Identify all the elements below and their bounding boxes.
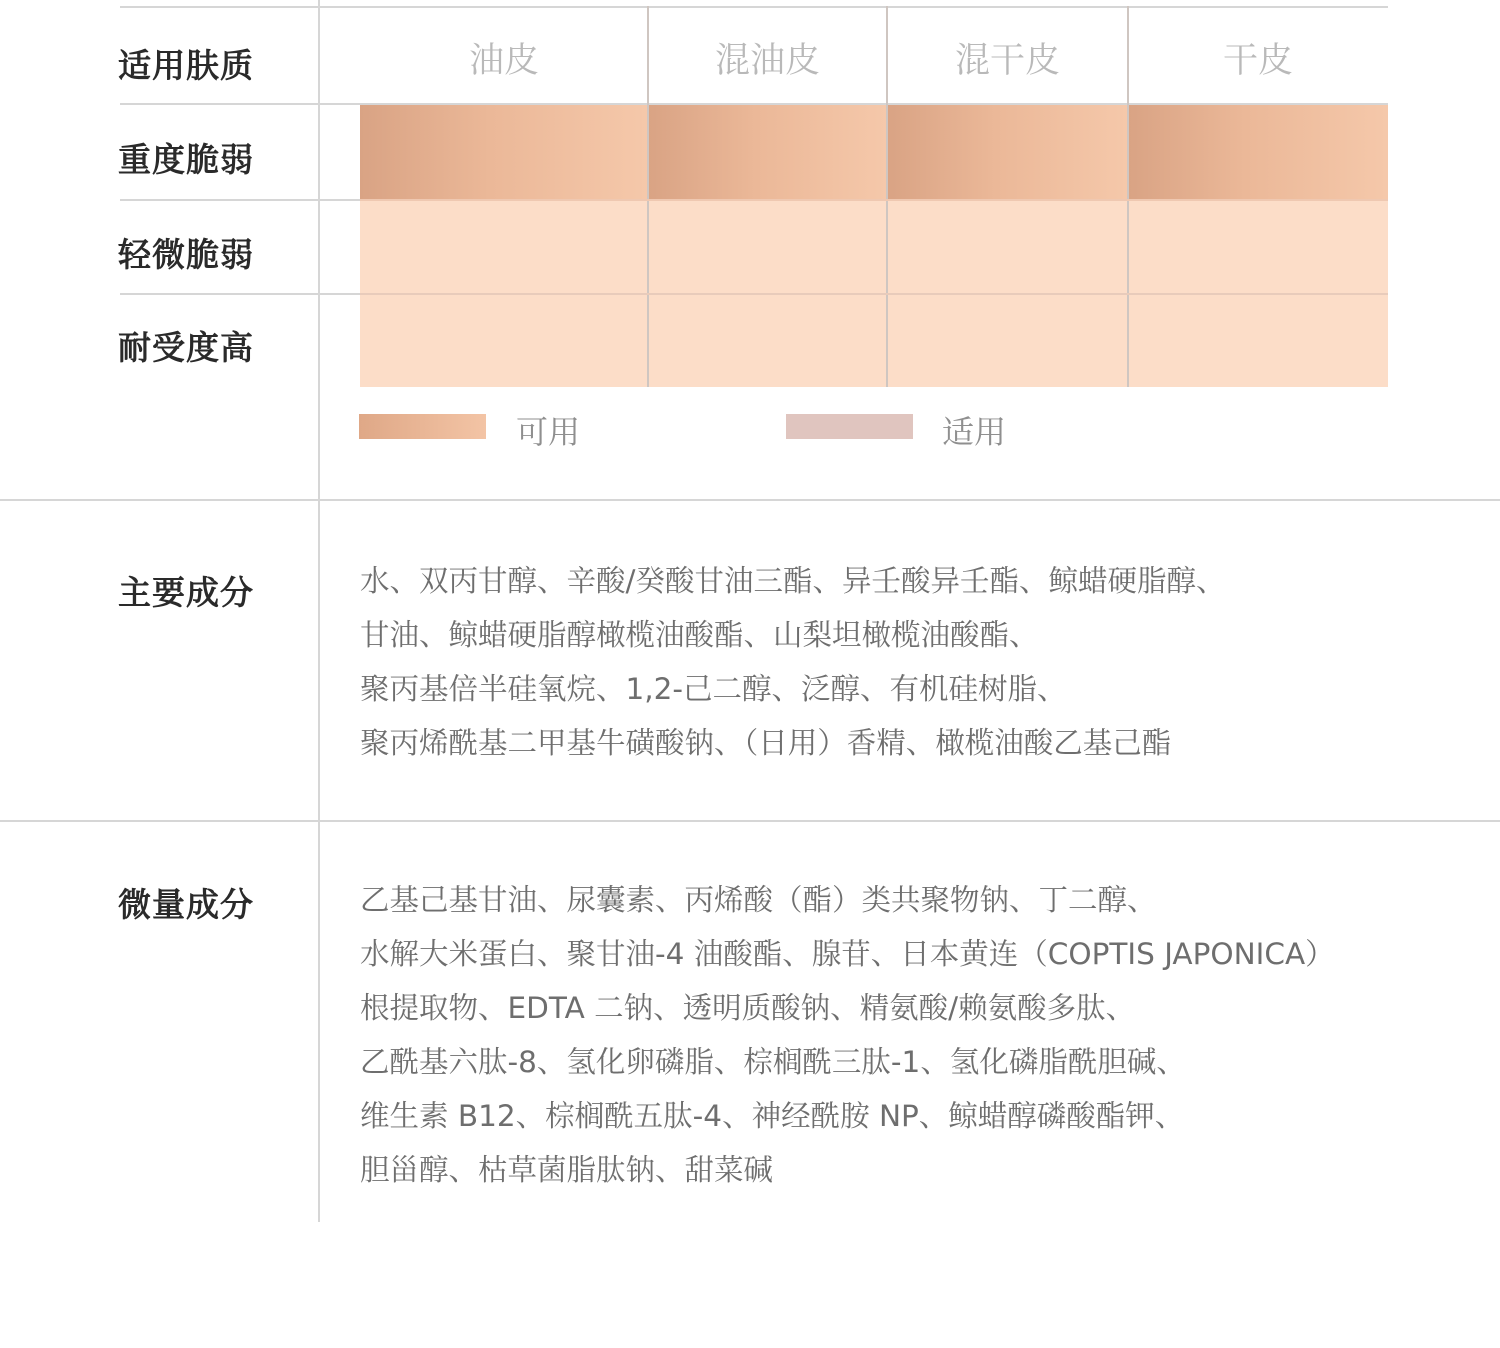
cell-severe-combination-dry [887, 105, 1128, 199]
column-divider [886, 6, 888, 387]
cell-severe-dry [1128, 105, 1388, 199]
cell-mild-dry [1128, 201, 1388, 293]
table-top-rule [120, 6, 1388, 8]
cell-row-rule [360, 199, 1388, 201]
column-header-oily: 油皮 [468, 41, 539, 81]
column-header-dry: 干皮 [1222, 41, 1293, 81]
label-column-divider [318, 0, 320, 1222]
cell-mild-oily [360, 201, 648, 293]
legend-label-usable: 可用 [516, 413, 581, 451]
column-header-combination-dry: 混干皮 [954, 41, 1060, 81]
trace-ingredients-line: 维生素 B12、棕榈酰五肽-4、神经酰胺 NP、鲸蜡醇磷酸酯钾、 [360, 1099, 1185, 1133]
legend-label-suitable: 适用 [942, 413, 1007, 451]
section-divider [0, 499, 1500, 501]
cell-severe-oily [360, 105, 648, 199]
row-label-mild-sensitive: 轻微脆弱 [118, 235, 254, 274]
table-header-label: 适用肤质 [118, 46, 254, 85]
main-ingredients-line: 聚丙基倍半硅氧烷、1,2-己二醇、泛醇、有机硅树脂、 [360, 672, 1067, 706]
cell-mild-combination-dry [887, 201, 1128, 293]
main-ingredients-list [360, 554, 1490, 770]
trace-ingredients-line: 乙基己基甘油、尿囊素、丙烯酸（酯）类共聚物钠、丁二醇、 [360, 883, 1157, 917]
trace-ingredients-line: 乙酰基六肽-8、氢化卵磷脂、棕榈酰三肽-1、氢化磷脂酰胆碱、 [360, 1045, 1186, 1079]
cell-tolerant-dry [1128, 295, 1388, 387]
column-divider [647, 6, 649, 387]
cell-tolerant-combination-dry [887, 295, 1128, 387]
main-ingredients-line: 水、双丙甘醇、辛酸/癸酸甘油三酯、异壬酸异壬酯、鲸蜡硬脂醇、 [360, 564, 1226, 598]
main-ingredients-line: 甘油、鲸蜡硬脂醇橄榄油酸酯、山梨坦橄榄油酸酯、 [360, 618, 1039, 652]
main-ingredients-line: 聚丙烯酰基二甲基牛磺酸钠、（日用）香精、橄榄油酸乙基己酯 [360, 726, 1172, 760]
column-header-combination-oily: 混油皮 [714, 41, 820, 81]
row-label-high-tolerance: 耐受度高 [118, 328, 254, 367]
trace-ingredients-line: 根提取物、EDTA 二钠、透明质酸钠、精氨酸/赖氨酸多肽、 [360, 991, 1136, 1025]
trace-ingredients-line: 胆甾醇、枯草菌脂肽钠、甜菜碱 [360, 1153, 774, 1187]
trace-ingredients-title: 微量成分 [118, 885, 254, 924]
column-divider [1127, 6, 1129, 387]
legend-swatch-usable [359, 414, 486, 439]
cell-row-rule [360, 293, 1388, 295]
legend-swatch-suitable [786, 414, 913, 439]
trace-ingredients-line: 水解大米蛋白、聚甘油-4 油酸酯、腺苷、日本黄连（COPTIS JAPONICA） [360, 937, 1335, 971]
trace-ingredients-list [360, 873, 1490, 1197]
cell-tolerant-combination-oily [648, 295, 887, 387]
section-divider [0, 820, 1500, 822]
cell-tolerant-oily [360, 295, 648, 387]
row-label-severe-sensitive: 重度脆弱 [118, 140, 254, 179]
main-ingredients-title: 主要成分 [118, 573, 254, 612]
cell-severe-combination-oily [648, 105, 887, 199]
cell-mild-combination-oily [648, 201, 887, 293]
